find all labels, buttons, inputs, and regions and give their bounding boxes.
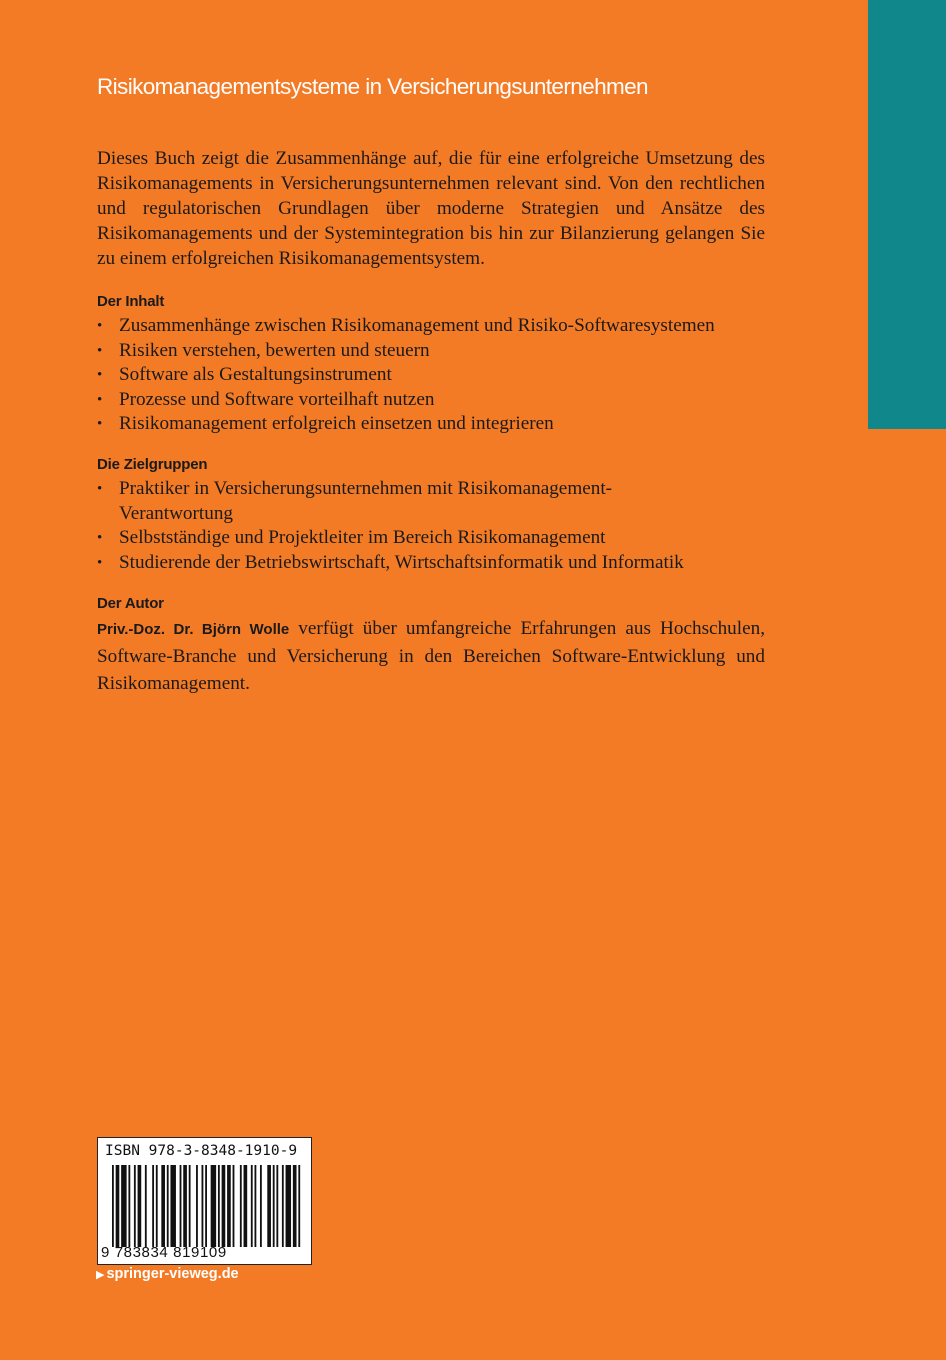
isbn-label: ISBN 978-3-8348-1910-9 <box>105 1143 298 1159</box>
author-bio <box>97 615 765 697</box>
list-item: • Selbstständige und Projektleiter im Bereich Risikomanagement <box>97 526 765 551</box>
section-heading-zielgruppen: Die Zielgruppen <box>97 456 208 473</box>
barcode-bars <box>112 1165 302 1247</box>
bullet-icon: • <box>97 342 103 359</box>
list-item: • Praktiker in Versicherungsunternehmen mit Risikomanagement-Verantwortung <box>97 478 613 524</box>
list-item: • Risiken verstehen, bewerten und steuern <box>97 339 765 364</box>
section-heading-inhalt: Der Inhalt <box>97 293 165 310</box>
list-item: • Studierende der Betriebswirtschaft, Wirtschaftsinformatik und Informatik <box>97 551 765 576</box>
book-title: Risikomanagementsysteme in Versicherungsunternehmen <box>97 74 648 99</box>
bullet-icon: • <box>97 318 103 334</box>
bullet-icon: • <box>97 367 103 383</box>
bullet-icon: • <box>97 530 103 546</box>
zielgruppen-list <box>97 477 657 526</box>
author-name: Priv.-Doz. Dr. Björn Wolle <box>97 621 290 638</box>
bullet-icon: • <box>97 481 103 497</box>
bullet-icon: • <box>97 391 103 408</box>
list-item: • Prozesse und Software vorteilhaft nutzen <box>97 388 765 413</box>
author-bio-text: verfügt über umfangreiche Erfahrungen aus Hochschulen, Software-Branche und Versicherung in den Bereichen Software-Entwicklung und Risikomanagement. <box>97 618 765 694</box>
teal-color-band <box>868 0 946 429</box>
list-item: • Zusammenhänge zwischen Risikomanagement und Risiko-Softwaresystemen <box>97 314 765 339</box>
website-label: springer-vieweg.de <box>106 1266 239 1282</box>
zielgruppen-list-continued <box>97 526 765 575</box>
list-item: • Software als Gestaltungsinstrument <box>97 363 765 388</box>
isbn-barcode <box>97 1137 312 1265</box>
bullet-icon: • <box>97 554 103 571</box>
section-heading-autor: Der Autor <box>97 595 164 612</box>
barcode-digits: 9 783834 819109 <box>101 1244 227 1261</box>
publisher-website[interactable] <box>96 1266 239 1282</box>
bullet-icon: • <box>97 416 103 432</box>
list-item: • Risikomanagement erfolgreich einsetzen und integrieren <box>97 412 765 437</box>
book-description: Dieses Buch zeigt die Zusammenhänge auf, die für eine erfolgreiche Umsetzung des Risikomanagements in Versicherungsunternehmen relevant sind. Von den rechtlichen und regulatorischen Grundlagen über moderne Strategien und Ansätze des Risikomanagements und der Systemintegration bis hin zur Bilanzierung gelangen Sie zu einem erfolgreichen Risikomanagementsystem. <box>97 148 765 269</box>
inhalt-list <box>97 314 765 437</box>
arrow-right-icon: ▶ <box>96 1269 105 1281</box>
